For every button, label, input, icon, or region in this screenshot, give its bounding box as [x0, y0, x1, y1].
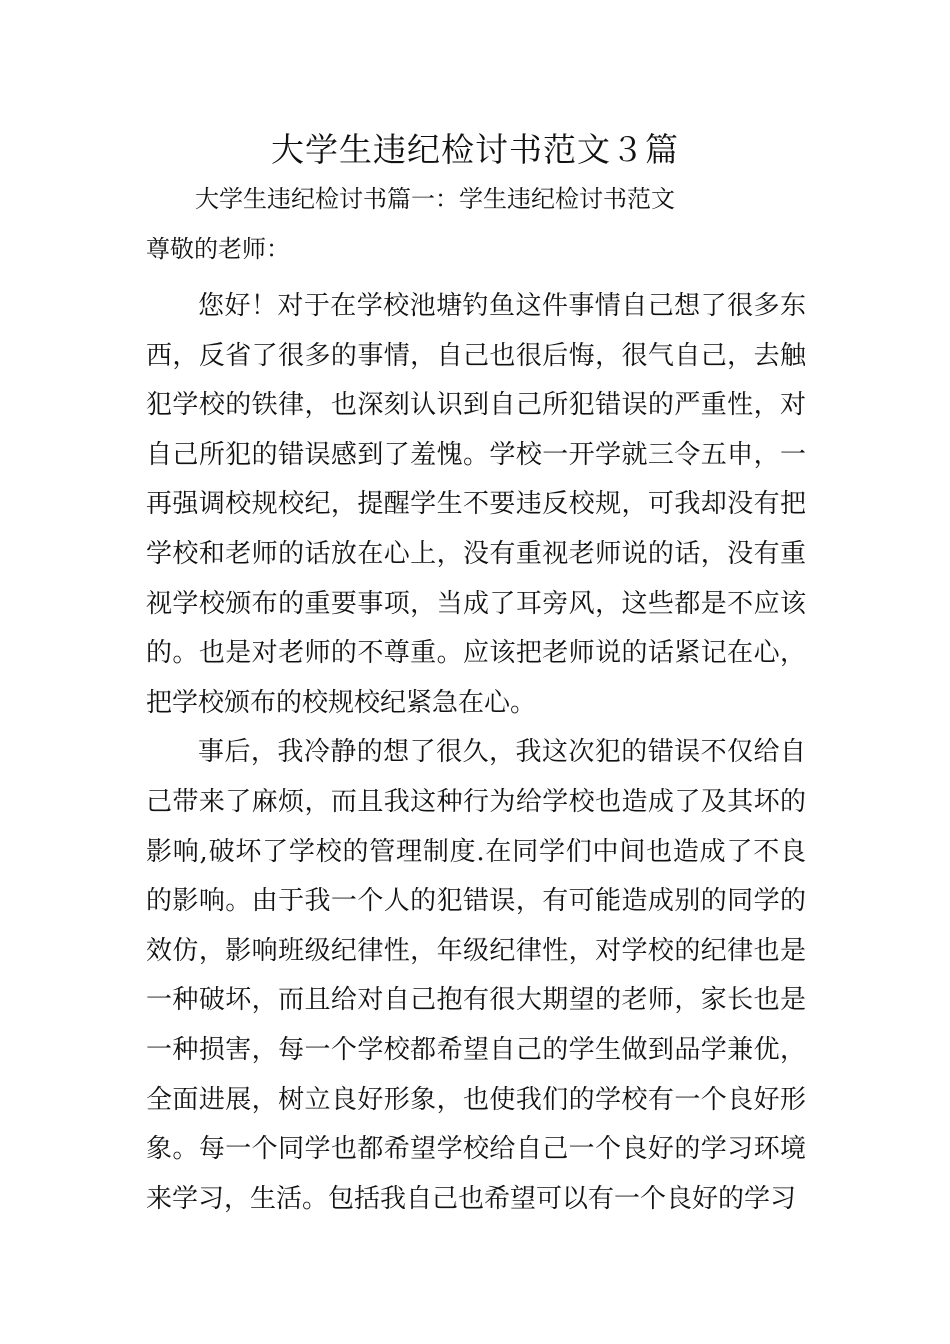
document-title: 大学生违纪检讨书范文３篇 [271, 130, 679, 169]
document-body [146, 282, 806, 1224]
document-subtitle: 大学生违纪检讨书篇一：学生违纪检讨书范文 [195, 185, 675, 213]
paragraph-2: 事后，我冷静的想了很久，我这次犯的错误不仅给自己带来了麻烦，而且我这种行为给学校也造成了及其坏的影响,破坏了学校的管理制度.在同学们中间也造成了不良的影响。由于我一个人的犯错误，有可能造成别的同学的效仿，影响班级纪律性，年级纪律性，对学校的纪律也是一种破坏，而且给对自己抱有很大期望的老师，家长也是一种损害，每一个学校都希望自己的学生做到品学兼优，全面进展，树立良好形象，也使我们的学校有一个良好形象。每一个同学也都希望学校给自己一个良好的学习环境来学习，生活。包括我自己也希望可以有一个良好的学习 [146, 737, 806, 1214]
paragraph-1: 您好！对于在学校池塘钓鱼这件事情自己想了很多东西，反省了很多的事情，自己也很后悔，很气自己，去触犯学校的铁律，也深刻认识到自己所犯错误的严重性，对自己所犯的错误感到了羞愧。学校一开学就三令五申，一再强调校规校纪，提醒学生不要违反校规，可我却没有把学校和老师的话放在心上，没有重视老师说的话，没有重视学校颁布的重要事项，当成了耳旁风，这些都是不应该的。也是对老师的不尊重。应该把老师说的话紧记在心，把学校颁布的校规校纪紧急在心。 [146, 291, 806, 718]
salutation: 尊敬的老师： [146, 235, 290, 263]
